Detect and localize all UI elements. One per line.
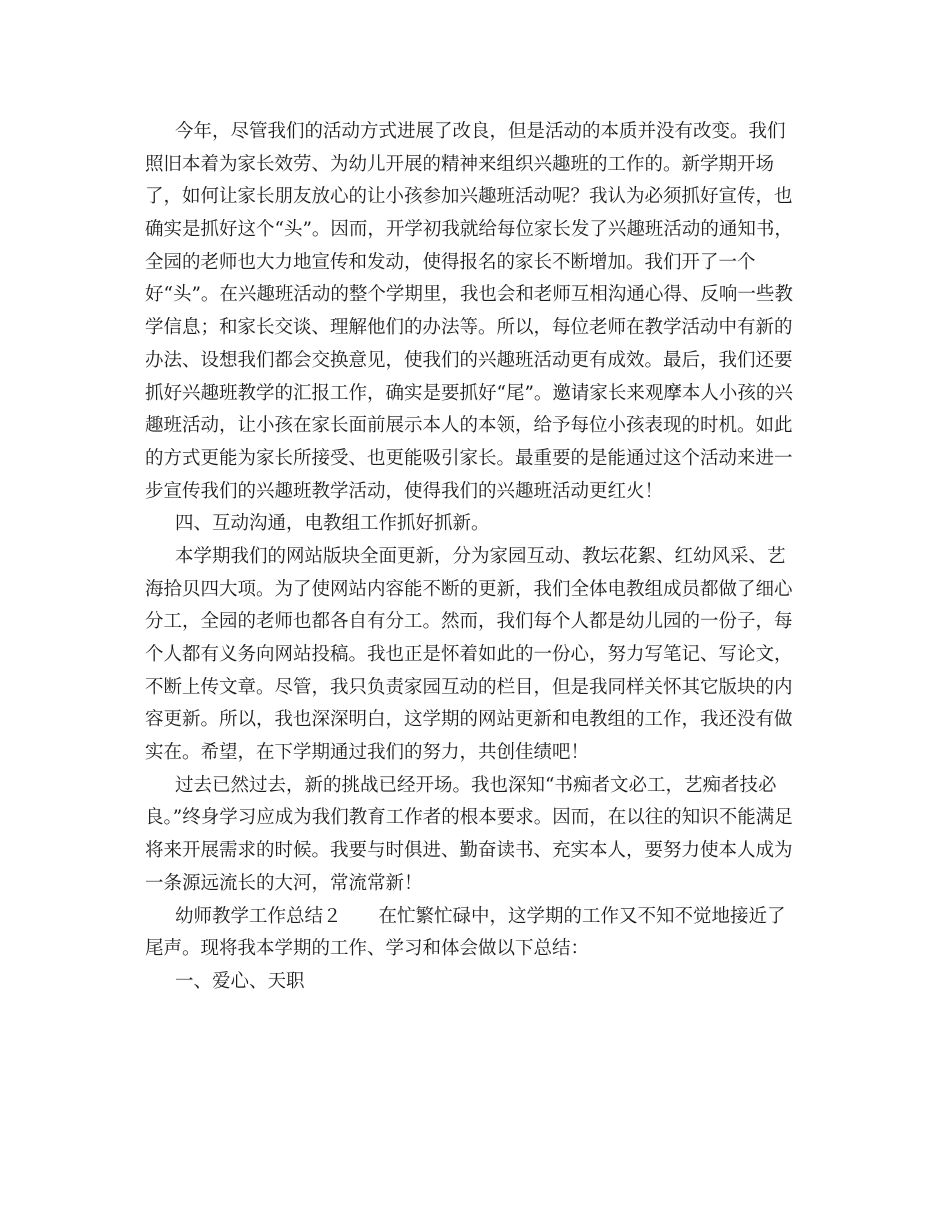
text-line: 分工，全园的老师也都各自有分工。然而，我们每个人都是幼儿园的一份子，每 [145,611,793,633]
text-line: 办法、设想我们都会交换意见，使我们的兴趣班活动更有成效。最后，我们还要 [145,349,793,371]
text-line: 了，如何让家长朋友放心的让小孩参加兴趣班活动呢？我认为必须抓好宣传，也 [145,186,793,208]
text-line: 过去已然过去，新的挑战已经开场。我也深知“书痴者文必工，艺痴者技必 [175,774,777,796]
text-line: 容更新。所以，我也深深明白，这学期的网站更新和电教组的工作，我还没有做 [145,709,793,731]
text-line: 本学期我们的网站版块全面更新，分为家园互动、教坛花絮、红幼风采、艺 [175,545,786,567]
text-line: 个人都有义务向网站投稿。我也正是怀着如此的一份心，努力写笔记、写论文， [145,644,793,665]
text-line: 趣班活动，让小孩在家长面前展示本人的本领，给予每位小孩表现的时机。如此 [145,415,793,437]
text-line: 确实是抓好这个“头”。因而，开学初我就给每位家长发了兴趣班活动的通知书， [145,219,793,241]
text-line: 照旧本着为家长效劳、为幼儿开展的精神来组织兴趣班的工作的。新学期开场 [145,153,775,175]
text-line: 一条源远流长的大河，常流常新！ [145,872,423,894]
text-line: 一、爱心、天职 [175,970,305,992]
document-body [145,116,805,999]
text-line: 尾声。现将我本学期的工作、学习和体会做以下总结： [145,938,590,960]
text-line: 四、互动沟通，电教组工作抓好抓新。 [175,513,490,535]
text-line: 全园的老师也大力地宣传和发动，使得报名的家长不断增加。我们开了一个 [145,251,756,273]
text-line: 将来开展需求的时候。我要与时俱进、勤奋读书、充实本人，要努力使本人成为 [145,840,793,862]
text-line: 不断上传文章。尽管，我只负责家园互动的栏目，但是我同样关怀其它版块的内 [145,676,793,698]
text-line: 实在。希望，在下学期通过我们的努力，共创佳绩吧！ [145,742,590,764]
text-line: 幼师教学工作总结２ 在忙繁忙碌中，这学期的工作又不知不觉地接近了 [175,905,786,927]
text-line: 的方式更能为家长所接受、也更能吸引家长。最重要的是能通过这个活动来进一 [145,447,793,469]
text-line: 海拾贝四大项。为了使网站内容能不断的更新，我们全体电教组成员都做了细心 [145,578,793,600]
text-line: 学信息；和家长交谈、理解他们的办法等。所以，每位老师在教学活动中有新的 [145,317,793,339]
text-line: 步宣传我们的兴趣班教学活动，使得我们的兴趣班活动更红火！ [145,480,664,502]
text-line: 抓好兴趣班教学的汇报工作，确实是要抓好“尾”。邀请家长来观摩本人小孩的兴 [145,382,793,404]
text-line: 良。”终身学习应成为我们教育工作者的根本要求。因而，在以往的知识不能满足 [145,807,793,829]
text-line: 好“头”。在兴趣班活动的整个学期里，我也会和老师互相沟通心得、反响一些教 [145,284,793,306]
text-line: 今年，尽管我们的活动方式进展了改良，但是活动的本质并没有改变。我们 [175,121,786,142]
